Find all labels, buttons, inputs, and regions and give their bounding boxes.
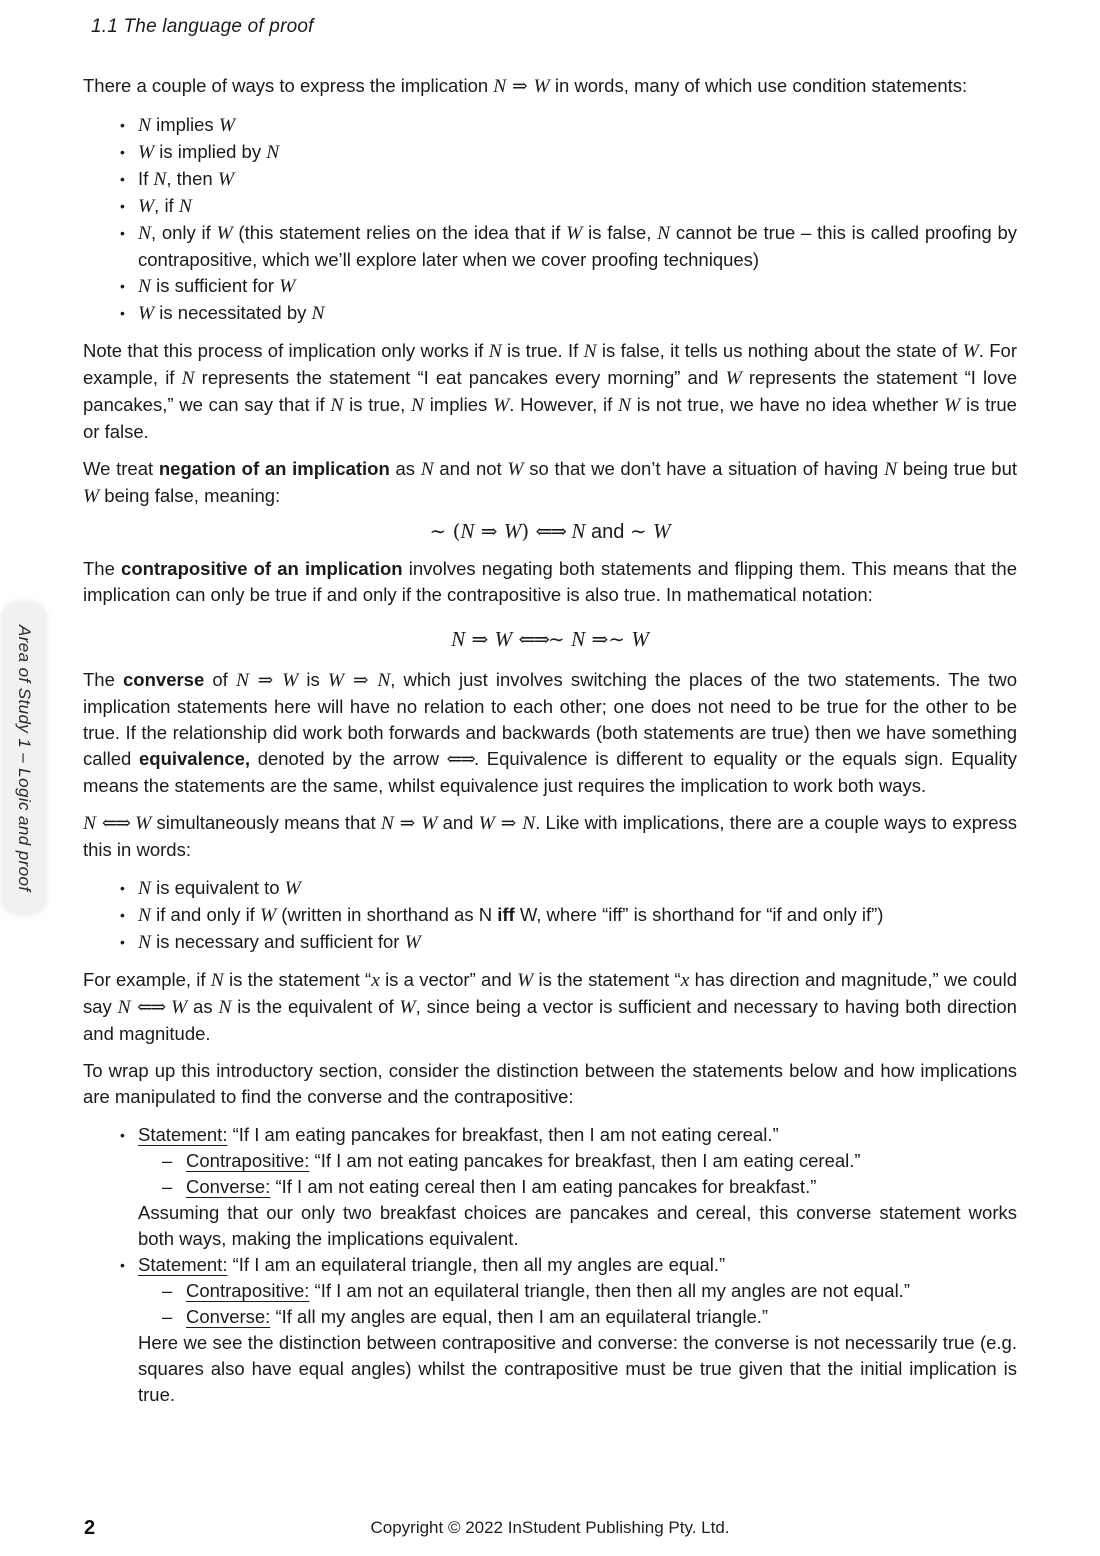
paragraph-negation: We treat negation of an implication as N and not W so that we don’t have a situation of having N being true but W being false, meaning: [83, 458, 1017, 507]
list-item: • N, only if W (this statement relies on the idea that if W is false, N cannot be true – this is called proofing by contrapositive, which we’ll explore later when we cover proofing techniques) [118, 220, 1017, 273]
list-item: • W is necessitated by N [118, 300, 1017, 327]
paragraph-equivalence: N ⇐⇒ W simultaneously means that N ⇒ W and W ⇒ N. Like with implications, there are a couple ways to express this in words: [83, 812, 1018, 860]
paragraph-converse: The converse of N ⇒ W is W ⇒ N, which just involves switching the places of the two statements. The two implication statements here will have no relation to each other; one does not need to be true for the other to be true. If the relationship did work both forwards and backwards (both statements are true) then we have something called equivalence, denoted by the arrow ⇐⇒. Equivalence is different to equality or the equals sign. Equality means the statements are the same, whilst equivalence just requires the implication to work both ways. [83, 669, 1018, 796]
statement-item [118, 1122, 1017, 1252]
list-item: • W, if N [118, 193, 1017, 220]
list-item: • W is implied by N [118, 139, 1017, 166]
paragraph-note: Note that this process of implication only works if N is true. If N is false, it tells us nothing about the state of W. For example, if N represents the statement “I eat pancakes every morning” and W represents the statement “I love pancakes,” we can say that if N is true, N implies W. However, if N is not true, we have no idea whether W is true or false. [83, 340, 1018, 442]
math-display-negation: ∼ (N ⇒ W) ⇐⇒ N and ∼ W [429, 519, 671, 543]
equivalence-wordings-list [83, 875, 1017, 956]
statement-head: • Statement: “If I am an equilateral triangle, then all my angles are equal.” [138, 1254, 726, 1275]
statement-contrapositive: – Contrapositive: “If I am not an equilateral triangle, then then all my angles are not equal.” [118, 1278, 1017, 1304]
math-display-contrapositive: N ⇒ W ⇐⇒∼ N ⇒∼ W [451, 627, 649, 651]
list-item: • N is necessary and sufficient for W [118, 929, 1017, 956]
statement-item [118, 1252, 1017, 1408]
implication-wordings-list [83, 112, 1017, 327]
list-item: • N is equivalent to W [118, 875, 1017, 902]
sidebar-tab-area-of-study [2, 602, 46, 914]
statement-note: Here we see the distinction between contrapositive and converse: the converse is not necessarily true (e.g. squares also have equal angles) whilst the contrapositive must be true given that the initial implication is true. [138, 1332, 1017, 1405]
statements-list [83, 1122, 1017, 1408]
copyright-line: Copyright © 2022 InStudent Publishing Pty. Ltd. [370, 1518, 730, 1537]
statement-head: • Statement: “If I am eating pancakes for breakfast, then I am not eating cereal.” [138, 1124, 779, 1145]
paragraph-intro: There a couple of ways to express the implication N ⇒ W in words, many of which use condition statements: [83, 75, 968, 97]
section-heading: 1.1 The language of proof [91, 16, 314, 37]
list-item: • If N, then W [118, 166, 1017, 193]
list-item: • N is sufficient for W [118, 273, 1017, 300]
statement-note: Assuming that our only two breakfast choices are pancakes and cereal, this converse statement works both ways, making the implications equivalent. [138, 1202, 1017, 1249]
statement-converse: – Converse: “If I am not eating cereal then I am eating pancakes for breakfast.” [118, 1174, 1017, 1200]
list-item: • N implies W [118, 112, 1017, 139]
statement-contrapositive: – Contrapositive: “If I am not eating pancakes for breakfast, then I am eating cereal.” [118, 1148, 1017, 1174]
list-item: • N if and only if W (written in shorthand as N iff W, where “iff” is shorthand for “if and only if”) [118, 902, 1017, 929]
paragraph-vector-example: For example, if N is the statement “x is a vector” and W is the statement “x has direction and magnitude,” we could say N ⇐⇒ W as N is the equivalent of W, since being a vector is sufficient and necessary to having both direction and magnitude. [83, 969, 1017, 1044]
sidebar-tab-label: Area of Study 1 – Logic and proof [15, 624, 34, 892]
page-number: 2 [84, 1517, 96, 1539]
paragraph-contrapositive: The contrapositive of an implication involves negating both statements and flipping them. This means that the implication can only be true if and only if the contrapositive is also true. In mathematical notation: [83, 558, 1017, 605]
statement-converse: – Converse: “If all my angles are equal, then I am an equilateral triangle.” [118, 1304, 1017, 1330]
paragraph-wrap-up: To wrap up this introductory section, consider the distinction between the statements below and how implications are manipulated to find the converse and the contrapositive: [83, 1060, 1017, 1107]
page-content [83, 62, 1017, 1408]
